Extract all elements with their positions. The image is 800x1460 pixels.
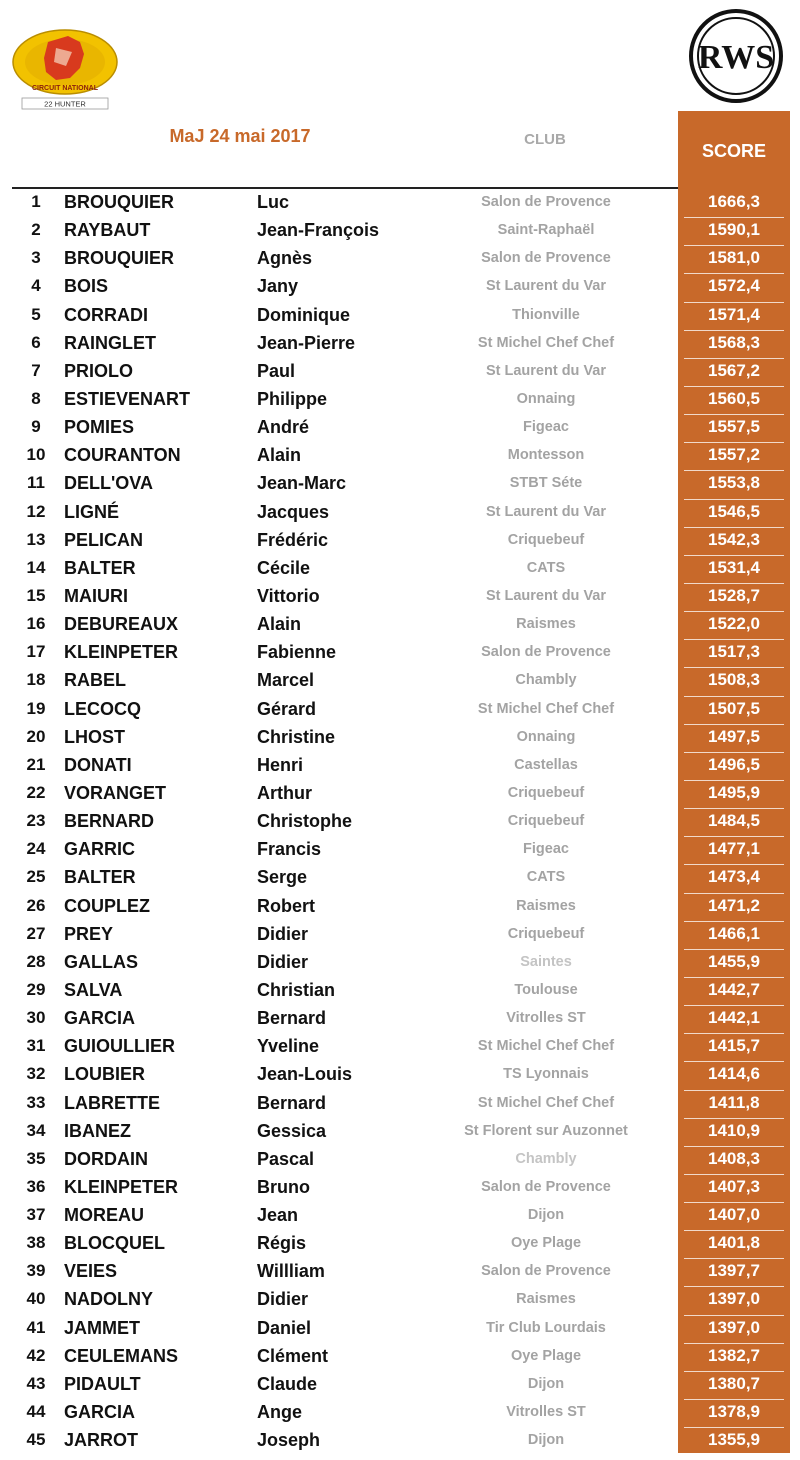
rank-cell: 41 xyxy=(26,1317,46,1337)
ranking-row xyxy=(0,865,800,893)
ranking-row xyxy=(0,1259,800,1287)
rank-cell: 17 xyxy=(26,642,46,662)
last-name-cell: GARCIA xyxy=(64,1402,135,1423)
first-name-cell: Bernard xyxy=(257,1092,327,1113)
ranking-row xyxy=(0,1231,800,1259)
ranking-row xyxy=(0,1400,800,1428)
ranking-row xyxy=(0,640,800,668)
rank-cell: 28 xyxy=(26,951,46,971)
rank-cell: 14 xyxy=(26,557,46,577)
score-cell: 1528,7 xyxy=(708,585,760,605)
rank-cell: 21 xyxy=(26,754,46,774)
rank-cell: 1 xyxy=(31,192,41,211)
club-cell: Figeac xyxy=(523,419,569,436)
score-cell: 1382,7 xyxy=(708,1345,760,1365)
last-name-cell: POMIES xyxy=(64,417,135,438)
first-name-cell: Régis xyxy=(257,1233,307,1254)
first-name-cell: Fabienne xyxy=(257,642,337,663)
score-cell: 1560,5 xyxy=(708,388,760,408)
ranking-row xyxy=(0,1175,800,1203)
club-cell: Raismes xyxy=(516,1291,576,1308)
rank-cell: 16 xyxy=(26,614,46,634)
rank-cell: 39 xyxy=(26,1261,46,1281)
club-cell: St Laurent du Var xyxy=(485,362,607,379)
ranking-row xyxy=(0,1006,800,1034)
score-cell: 1397,0 xyxy=(708,1289,760,1309)
score-cell: 1401,8 xyxy=(708,1233,760,1253)
rank-cell: 7 xyxy=(31,360,41,380)
score-cell: 1410,9 xyxy=(708,1120,760,1140)
club-cell: Dijon xyxy=(527,1207,565,1224)
rank-cell: 27 xyxy=(26,923,46,943)
circuit-national-logo xyxy=(10,28,120,110)
score-cell: 1442,7 xyxy=(708,979,760,999)
club-cell: Vitrolles ST xyxy=(506,1010,586,1027)
score-cell: 1590,1 xyxy=(708,220,760,240)
ranking-row xyxy=(0,190,800,218)
first-name-cell: Francis xyxy=(257,839,322,860)
last-name-cell: VORANGET xyxy=(64,782,167,803)
last-name-cell: ESTIEVENART xyxy=(64,388,191,409)
club-cell: Salon de Provence xyxy=(481,1178,611,1195)
last-name-cell: BLOCQUEL xyxy=(64,1233,165,1254)
club-cell: Thionville xyxy=(512,306,580,323)
first-name-cell: Vittorio xyxy=(257,585,320,606)
last-name-cell: CEULEMANS xyxy=(64,1345,179,1366)
rank-cell: 31 xyxy=(26,1036,46,1056)
ranking-row xyxy=(0,1034,800,1062)
ranking-row xyxy=(0,1203,800,1231)
club-cell: Salon de Provence xyxy=(481,644,611,661)
ranking-row xyxy=(0,781,800,809)
score-separator xyxy=(684,1455,784,1456)
rank-cell: 36 xyxy=(26,1176,46,1196)
first-name-cell: André xyxy=(257,417,310,438)
first-name-cell: Gessica xyxy=(257,1120,327,1141)
ranking-row xyxy=(0,725,800,753)
rank-cell: 44 xyxy=(26,1402,46,1422)
score-cell: 1355,9 xyxy=(708,1430,760,1450)
first-name-cell: Pascal xyxy=(257,1148,315,1169)
ranking-row xyxy=(0,668,800,696)
ranking-row xyxy=(0,950,800,978)
last-name-cell: GARCIA xyxy=(64,1008,135,1029)
club-cell: St Laurent du Var xyxy=(485,587,607,604)
rank-cell: 30 xyxy=(26,1008,46,1028)
score-cell: 1571,4 xyxy=(708,304,760,324)
last-name-cell: MOREAU xyxy=(64,1205,144,1226)
last-name-cell: BALTER xyxy=(64,867,136,888)
rank-cell: 13 xyxy=(26,529,46,549)
club-cell: Saintes xyxy=(520,953,572,970)
rank-cell: 37 xyxy=(26,1205,46,1225)
last-name-cell: RAINGLET xyxy=(64,332,156,353)
last-name-cell: PRIOLO xyxy=(64,360,134,381)
score-cell: 1380,7 xyxy=(708,1373,760,1393)
last-name-cell: LECOCQ xyxy=(64,698,142,719)
score-cell: 1581,0 xyxy=(708,248,760,268)
club-cell: St Laurent du Var xyxy=(485,278,607,295)
ranking-row xyxy=(0,500,800,528)
ranking-row xyxy=(0,443,800,471)
score-cell: 1553,8 xyxy=(708,473,760,493)
club-cell: Criquebeuf xyxy=(507,531,585,548)
first-name-cell: Christian xyxy=(257,979,336,1000)
first-name-cell: Christine xyxy=(257,726,336,747)
rank-cell: 43 xyxy=(26,1373,46,1393)
svg-text:22 HUNTER: 22 HUNTER xyxy=(44,99,86,109)
first-name-cell: Clément xyxy=(257,1345,329,1366)
ranking-row xyxy=(0,471,800,499)
ranking-row xyxy=(0,753,800,781)
rank-cell: 5 xyxy=(31,304,41,324)
club-cell: Onnaing xyxy=(516,390,576,407)
update-date-label: MaJ 24 mai 2017 xyxy=(169,126,311,146)
club-cell: Toulouse xyxy=(514,981,578,998)
first-name-cell: Serge xyxy=(257,867,308,888)
club-cell: Raismes xyxy=(516,897,576,914)
first-name-cell: Alain xyxy=(257,445,302,466)
last-name-cell: NADOLNY xyxy=(64,1289,153,1310)
rank-cell: 18 xyxy=(26,670,46,690)
ranking-row xyxy=(0,1147,800,1175)
rank-cell: 26 xyxy=(26,895,46,915)
rank-cell: 42 xyxy=(26,1345,46,1365)
last-name-cell: VEIES xyxy=(64,1261,118,1282)
score-cell: 1567,2 xyxy=(708,360,760,380)
svg-text:CIRCUIT NATIONAL: CIRCUIT NATIONAL xyxy=(32,85,98,92)
first-name-cell: Robert xyxy=(257,895,315,916)
header-divider xyxy=(12,187,678,189)
score-cell: 1473,4 xyxy=(708,867,760,887)
last-name-cell: LABRETTE xyxy=(64,1092,160,1113)
last-name-cell: PELICAN xyxy=(64,529,144,550)
first-name-cell: Jean-François xyxy=(257,220,380,241)
last-name-cell: BERNARD xyxy=(64,811,154,832)
last-name-cell: DORDAIN xyxy=(64,1148,148,1169)
last-name-cell: DELL'OVA xyxy=(64,473,153,494)
score-cell: 1497,5 xyxy=(708,726,760,746)
first-name-cell: Jean-Pierre xyxy=(257,332,356,353)
last-name-cell: DONATI xyxy=(64,754,132,775)
score-cell: 1407,3 xyxy=(708,1176,760,1196)
last-name-cell: KLEINPETER xyxy=(64,1176,179,1197)
score-cell: 1414,6 xyxy=(708,1064,760,1084)
club-cell: Oye Plage xyxy=(510,1235,582,1252)
last-name-cell: RAYBAUT xyxy=(64,220,151,241)
score-cell: 1484,5 xyxy=(708,811,760,831)
score-cell: 1455,9 xyxy=(708,951,760,971)
rank-cell: 12 xyxy=(26,501,46,521)
score-cell: 1407,0 xyxy=(708,1205,760,1225)
score-cell: 1572,4 xyxy=(708,276,760,296)
score-cell: 1397,0 xyxy=(708,1317,760,1337)
score-cell: 1411,8 xyxy=(708,1092,760,1112)
score-cell: 1415,7 xyxy=(708,1036,760,1056)
ranking-row xyxy=(0,246,800,274)
ranking-row xyxy=(0,1119,800,1147)
last-name-cell: CORRADI xyxy=(64,304,148,325)
first-name-cell: Paul xyxy=(257,360,296,381)
last-name-cell: BOIS xyxy=(64,276,109,297)
last-name-cell: DEBUREAUX xyxy=(64,614,179,635)
score-cell: 1531,4 xyxy=(708,557,760,577)
last-name-cell: GUIOULLIER xyxy=(64,1036,175,1057)
club-cell: Castellas xyxy=(514,756,578,773)
first-name-cell: Jean-Marc xyxy=(257,473,347,494)
first-name-cell: Willliam xyxy=(257,1261,325,1282)
rank-cell: 40 xyxy=(26,1289,46,1309)
club-cell: Raismes xyxy=(516,616,576,633)
ranking-row xyxy=(0,359,800,387)
club-cell: CATS xyxy=(526,869,566,886)
first-name-cell: Jacques xyxy=(257,501,330,522)
first-name-cell: Agnès xyxy=(257,248,313,269)
score-cell: 1408,3 xyxy=(708,1148,760,1168)
first-name-cell: Jean xyxy=(257,1205,299,1226)
score-cell: 1507,5 xyxy=(708,698,760,718)
score-cell: 1542,3 xyxy=(708,529,760,549)
first-name-cell: Dominique xyxy=(257,304,350,325)
ranking-row xyxy=(0,922,800,950)
first-name-cell: Cécile xyxy=(257,557,311,578)
first-name-cell: Didier xyxy=(257,951,309,972)
club-cell: Dijon xyxy=(527,1432,565,1449)
ranking-row xyxy=(0,1287,800,1315)
score-cell: 1546,5 xyxy=(708,501,760,521)
rank-cell: 35 xyxy=(26,1148,46,1168)
last-name-cell: JARROT xyxy=(64,1430,139,1451)
ranking-row xyxy=(0,894,800,922)
club-cell: Criquebeuf xyxy=(507,925,585,942)
score-cell: 1557,2 xyxy=(708,445,760,465)
club-cell: Tir Club Lourdais xyxy=(486,1319,606,1336)
first-name-cell: Henri xyxy=(257,754,304,775)
first-name-cell: Christophe xyxy=(257,811,353,832)
last-name-cell: LOUBIER xyxy=(64,1064,145,1085)
rank-cell: 2 xyxy=(31,220,41,240)
first-name-cell: Joseph xyxy=(257,1430,321,1451)
first-name-cell: Philippe xyxy=(257,388,328,409)
score-cell: 1508,3 xyxy=(708,670,760,690)
ranking-table xyxy=(0,190,800,1456)
ranking-row xyxy=(0,697,800,725)
last-name-cell: PIDAULT xyxy=(64,1373,141,1394)
rank-cell: 34 xyxy=(26,1120,46,1140)
score-cell: 1471,2 xyxy=(708,895,760,915)
score-cell: 1378,9 xyxy=(708,1402,760,1422)
rws-logo xyxy=(688,8,784,104)
score-cell: 1442,1 xyxy=(708,1008,760,1028)
club-cell: St Michel Chef Chef xyxy=(477,700,615,717)
ranking-row xyxy=(0,415,800,443)
rank-cell: 10 xyxy=(26,445,46,465)
score-cell: 1496,5 xyxy=(708,754,760,774)
last-name-cell: PREY xyxy=(64,923,114,944)
ranking-row xyxy=(0,978,800,1006)
club-cell: St Michel Chef Chef xyxy=(477,334,615,351)
club-cell: TS Lyonnais xyxy=(503,1066,589,1083)
rank-cell: 23 xyxy=(26,811,46,831)
last-name-cell: MAIURI xyxy=(64,585,128,606)
club-cell: Dijon xyxy=(527,1375,565,1392)
ranking-row xyxy=(0,528,800,556)
rank-cell: 45 xyxy=(26,1430,46,1450)
club-column-header: CLUB xyxy=(524,131,566,148)
last-name-cell: RABEL xyxy=(64,670,126,691)
club-cell: Figeac xyxy=(523,841,569,858)
last-name-cell: GARRIC xyxy=(64,839,135,860)
first-name-cell: Bruno xyxy=(257,1176,310,1197)
club-cell: St Michel Chef Chef xyxy=(477,1038,615,1055)
club-cell: CATS xyxy=(526,559,566,576)
first-name-cell: Ange xyxy=(257,1402,302,1423)
ranking-row xyxy=(0,584,800,612)
last-name-cell: JAMMET xyxy=(64,1317,140,1338)
club-cell: STBT Séte xyxy=(509,475,583,492)
club-cell: Onnaing xyxy=(516,728,576,745)
first-name-cell: Yveline xyxy=(257,1036,320,1057)
first-name-cell: Arthur xyxy=(257,782,312,803)
ranking-row xyxy=(0,1316,800,1344)
ranking-row xyxy=(0,1372,800,1400)
ranking-row xyxy=(0,303,800,331)
rank-cell: 11 xyxy=(27,473,45,493)
first-name-cell: Luc xyxy=(257,192,290,212)
ranking-row xyxy=(0,387,800,415)
svg-text:RWS: RWS xyxy=(697,39,775,76)
club-cell: Oye Plage xyxy=(510,1347,582,1364)
rank-cell: 3 xyxy=(31,248,41,268)
score-cell: 1397,7 xyxy=(708,1261,760,1281)
rank-cell: 38 xyxy=(26,1233,46,1253)
club-cell: St Michel Chef Chef xyxy=(477,1094,615,1111)
rank-cell: 6 xyxy=(31,332,41,352)
last-name-cell: BROUQUIER xyxy=(64,248,175,269)
last-name-cell: GALLAS xyxy=(64,951,138,972)
first-name-cell: Frédéric xyxy=(257,529,329,550)
score-cell: 1466,1 xyxy=(708,923,760,943)
rank-cell: 15 xyxy=(26,585,46,605)
club-cell: Chambly xyxy=(515,672,577,689)
last-name-cell: LIGNÉ xyxy=(64,501,120,522)
ranking-row xyxy=(0,809,800,837)
rank-cell: 33 xyxy=(26,1092,46,1112)
first-name-cell: Jany xyxy=(257,276,299,297)
rank-cell: 22 xyxy=(26,782,46,802)
score-cell: 1568,3 xyxy=(708,332,760,352)
club-cell: Salon de Provence xyxy=(481,194,611,210)
score-cell: 1477,1 xyxy=(708,839,760,859)
score-cell: 1557,5 xyxy=(708,417,760,437)
club-cell: Criquebeuf xyxy=(507,813,585,830)
club-cell: Saint-Raphaël xyxy=(497,222,595,239)
first-name-cell: Alain xyxy=(257,614,302,635)
club-cell: Chambly xyxy=(515,1150,577,1167)
last-name-cell: BALTER xyxy=(64,557,136,578)
score-cell: 1517,3 xyxy=(708,642,760,662)
score-cell: 1666,3 xyxy=(708,192,760,211)
last-name-cell: IBANEZ xyxy=(64,1120,131,1141)
last-name-cell: LHOST xyxy=(64,726,125,747)
ranking-row xyxy=(0,612,800,640)
rank-cell: 29 xyxy=(26,979,46,999)
last-name-cell: SALVA xyxy=(64,979,123,1000)
rank-cell: 24 xyxy=(26,839,46,859)
first-name-cell: Daniel xyxy=(257,1317,312,1338)
first-name-cell: Didier xyxy=(257,923,309,944)
rank-cell: 19 xyxy=(26,698,46,718)
last-name-cell: KLEINPETER xyxy=(64,642,179,663)
rank-cell: 20 xyxy=(26,726,46,746)
rank-cell: 4 xyxy=(31,276,41,296)
rank-cell: 25 xyxy=(26,867,46,887)
last-name-cell: COURANTON xyxy=(64,445,181,466)
last-name-cell: BROUQUIER xyxy=(64,192,175,212)
last-name-cell: COUPLEZ xyxy=(64,895,151,916)
ranking-row xyxy=(0,556,800,584)
score-cell: 1522,0 xyxy=(708,614,760,634)
club-cell: St Florent sur Auzonnet xyxy=(464,1122,628,1139)
rank-cell: 8 xyxy=(31,388,41,408)
rank-cell: 9 xyxy=(31,417,41,437)
first-name-cell: Marcel xyxy=(257,670,315,691)
club-cell: St Laurent du Var xyxy=(485,503,607,520)
first-name-cell: Didier xyxy=(257,1289,309,1310)
club-cell: Salon de Provence xyxy=(481,1263,611,1280)
first-name-cell: Claude xyxy=(257,1373,318,1394)
score-cell: 1495,9 xyxy=(708,782,760,802)
club-cell: Montesson xyxy=(507,447,585,464)
rank-cell: 32 xyxy=(26,1064,46,1084)
ranking-row xyxy=(0,837,800,865)
ranking-row xyxy=(0,1428,800,1456)
ranking-row xyxy=(0,1344,800,1372)
ranking-row xyxy=(0,1091,800,1119)
ranking-row xyxy=(0,274,800,302)
club-cell: Salon de Provence xyxy=(481,250,611,267)
club-cell: Vitrolles ST xyxy=(506,1404,586,1421)
ranking-row xyxy=(0,1062,800,1090)
score-column-header: SCORE xyxy=(701,141,766,161)
first-name-cell: Jean-Louis xyxy=(257,1064,353,1085)
first-name-cell: Gérard xyxy=(257,698,317,719)
club-cell: Criquebeuf xyxy=(507,784,585,801)
ranking-row xyxy=(0,331,800,359)
ranking-row xyxy=(0,218,800,246)
first-name-cell: Bernard xyxy=(257,1008,327,1029)
